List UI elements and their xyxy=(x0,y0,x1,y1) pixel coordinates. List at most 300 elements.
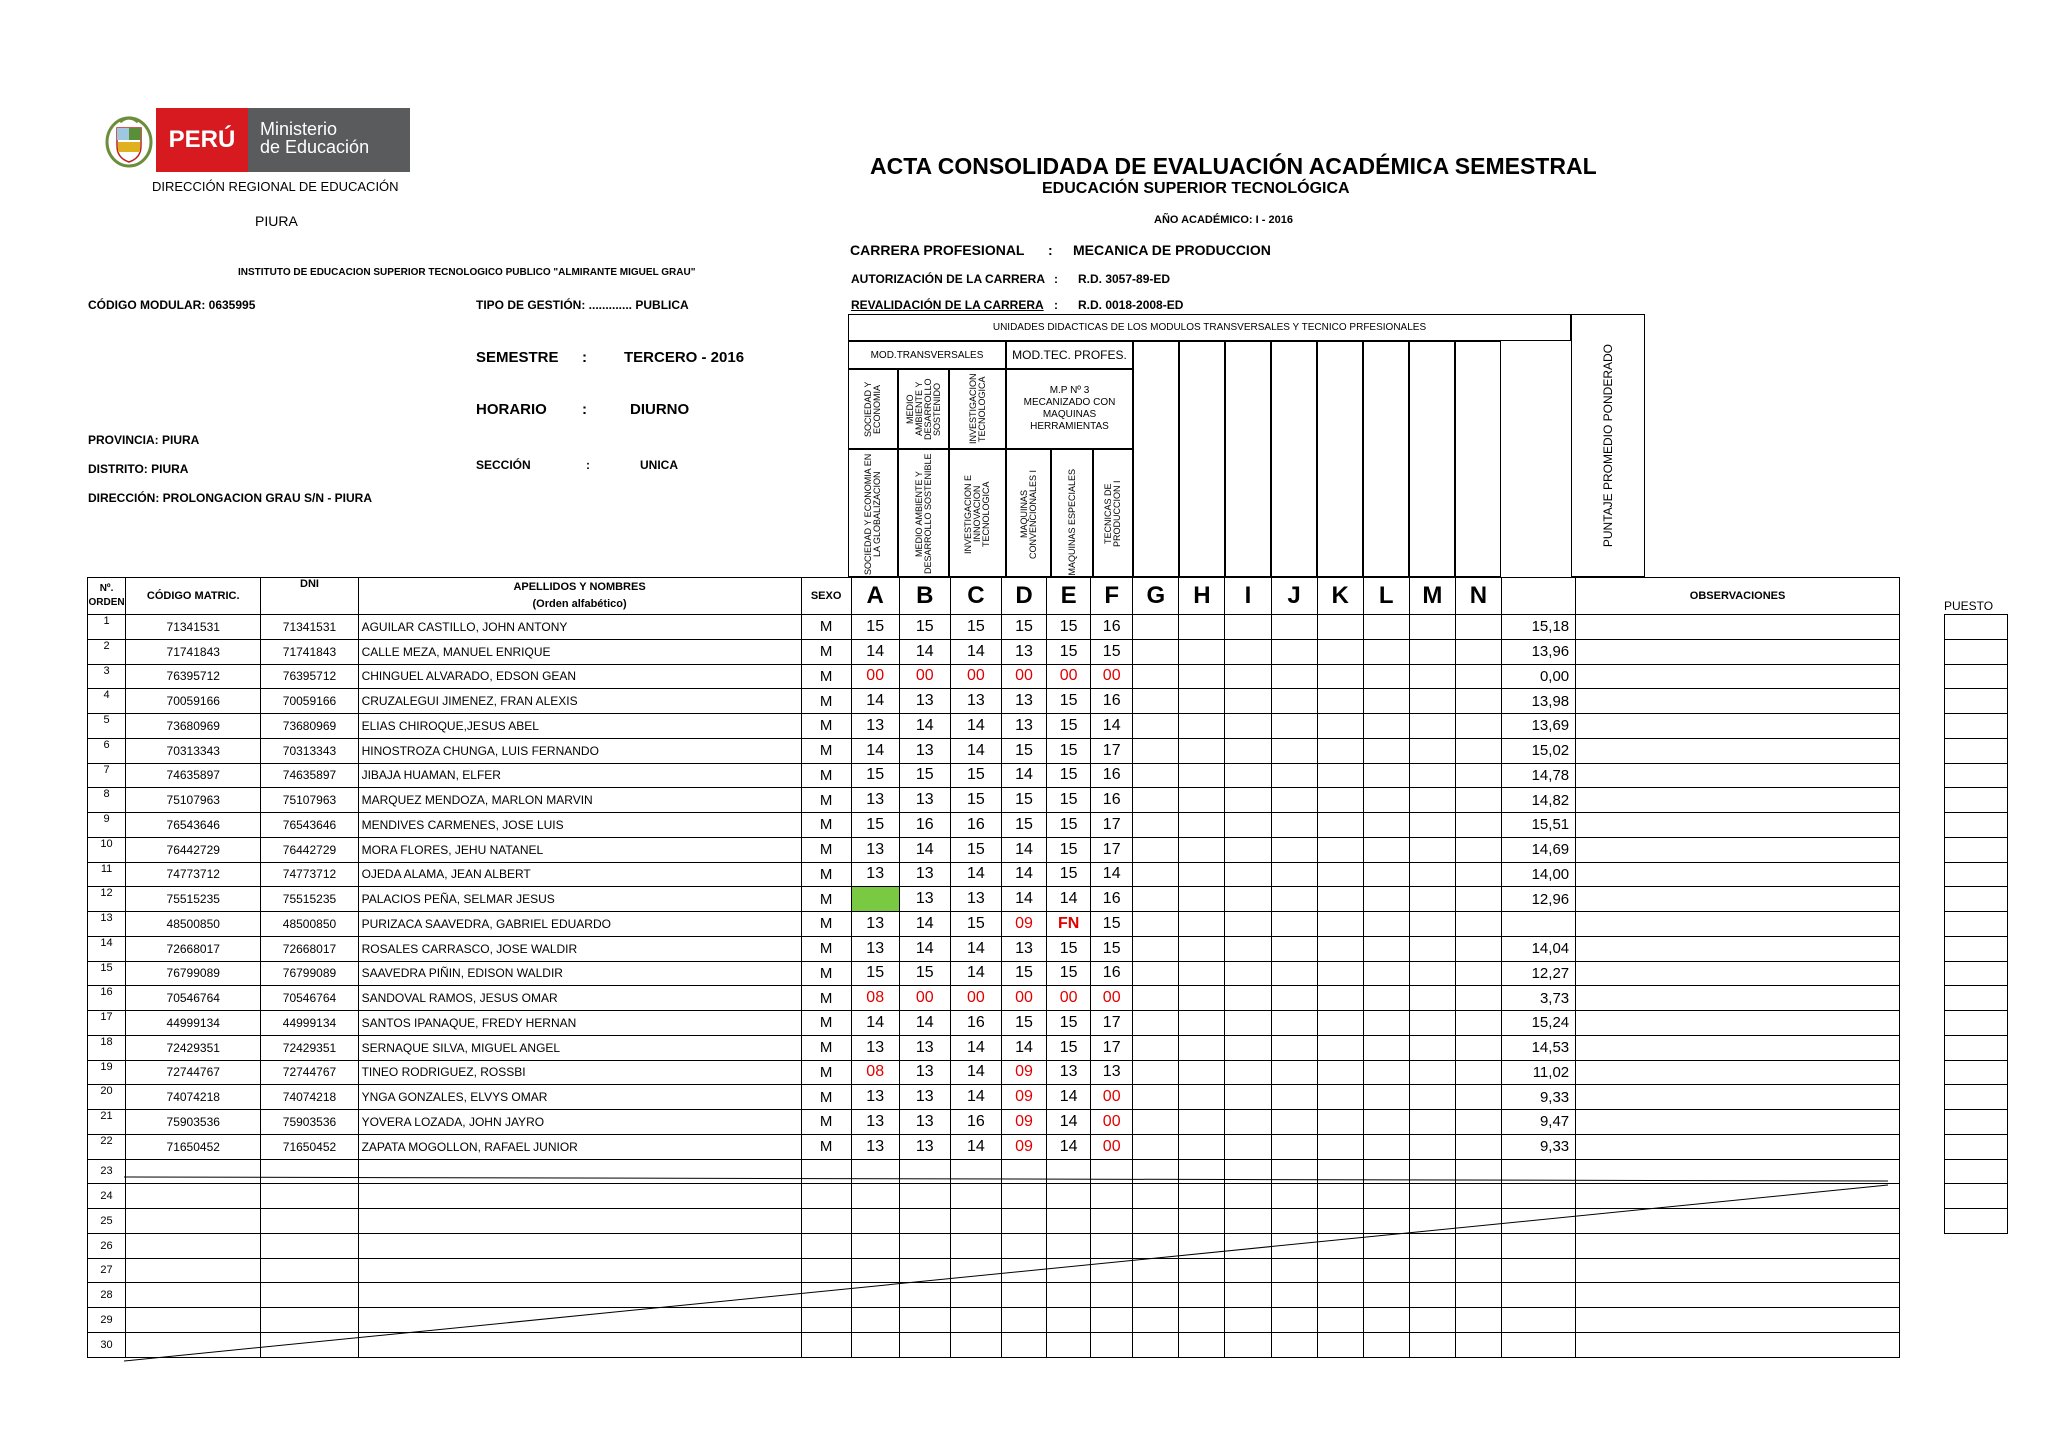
col-j: J xyxy=(1271,578,1317,615)
grade-c: 15 xyxy=(950,912,1001,937)
col-dni: DNI xyxy=(261,578,358,615)
grade-g xyxy=(1133,887,1179,912)
grade-k xyxy=(1317,1085,1363,1110)
grade-k xyxy=(1317,1035,1363,1060)
puesto-label: PUESTO xyxy=(1944,599,1994,613)
table-row xyxy=(88,714,1900,739)
row-name: ELIAS CHIROQUE,JESUS ABEL xyxy=(358,714,801,739)
grade-c: 00 xyxy=(950,986,1001,1011)
grade-h xyxy=(1179,714,1225,739)
empty-cell xyxy=(851,1308,899,1333)
grade-j xyxy=(1271,837,1317,862)
empty-cell xyxy=(358,1159,801,1184)
empty-cell xyxy=(1179,1258,1225,1283)
row-codigo: 70313343 xyxy=(126,738,261,763)
row-orden: 21 xyxy=(88,1110,126,1135)
module-3 xyxy=(949,369,1006,449)
row-observaciones xyxy=(1576,961,1900,986)
col-k: K xyxy=(1317,578,1363,615)
row-orden: 29 xyxy=(88,1308,126,1333)
semestre-value: TERCERO - 2016 xyxy=(624,349,745,366)
table-row xyxy=(88,738,1900,763)
module-2 xyxy=(898,369,949,449)
table-row xyxy=(88,961,1900,986)
row-ppp: 9,33 xyxy=(1501,1134,1575,1159)
empty-cell xyxy=(1576,1233,1900,1258)
grade-e: 14 xyxy=(1047,1085,1091,1110)
grade-n xyxy=(1455,936,1501,961)
row-sexo: M xyxy=(801,714,851,739)
grade-e: 15 xyxy=(1047,763,1091,788)
grade-m xyxy=(1409,1134,1455,1159)
grade-l xyxy=(1363,714,1409,739)
grade-n xyxy=(1455,1060,1501,1085)
row-codigo: 76442729 xyxy=(126,837,261,862)
semestre-label: SEMESTRE xyxy=(476,349,559,366)
empty-cell xyxy=(1576,1184,1900,1209)
empty-cell xyxy=(358,1332,801,1357)
puesto-row xyxy=(1945,689,2008,714)
puesto-body xyxy=(1945,615,2008,1234)
empty-cell xyxy=(1225,1209,1271,1234)
grade-j xyxy=(1271,862,1317,887)
grade-j xyxy=(1271,763,1317,788)
grade-g xyxy=(1133,714,1179,739)
empty-cell xyxy=(1133,1233,1179,1258)
empty-cell xyxy=(899,1332,950,1357)
table-header-row xyxy=(88,578,1900,615)
grade-i xyxy=(1225,986,1271,1011)
course-2 xyxy=(898,449,949,577)
grade-h xyxy=(1179,1060,1225,1085)
empty-cell xyxy=(1047,1308,1091,1333)
grade-g xyxy=(1133,961,1179,986)
row-observaciones xyxy=(1576,936,1900,961)
grade-k xyxy=(1317,837,1363,862)
empty-cell xyxy=(1179,1332,1225,1357)
empty-cell xyxy=(1576,1159,1900,1184)
table-row-empty xyxy=(88,1283,1900,1308)
table-row xyxy=(88,986,1900,1011)
row-codigo: 71650452 xyxy=(126,1134,261,1159)
col-h: H xyxy=(1179,578,1225,615)
puesto-cell xyxy=(1945,615,2008,640)
row-ppp: 11,02 xyxy=(1501,1060,1575,1085)
row-name: SERNAQUE SILVA, MIGUEL ANGEL xyxy=(358,1035,801,1060)
grade-i xyxy=(1225,961,1271,986)
col-d: D xyxy=(1001,578,1046,615)
row-name: MORA FLORES, JEHU NATANEL xyxy=(358,837,801,862)
col-f: F xyxy=(1091,578,1133,615)
grade-j xyxy=(1271,887,1317,912)
empty-cell xyxy=(1271,1308,1317,1333)
mod-tec: MOD.TEC. PROFES. xyxy=(1006,341,1133,369)
puesto-cell xyxy=(1945,1110,2008,1135)
empty-cell xyxy=(1179,1184,1225,1209)
grade-l xyxy=(1363,788,1409,813)
empty-cell xyxy=(899,1184,950,1209)
table-row xyxy=(88,615,1900,640)
empty-cell xyxy=(261,1184,358,1209)
row-ppp: 15,02 xyxy=(1501,738,1575,763)
row-observaciones xyxy=(1576,1085,1900,1110)
row-orden: 3 xyxy=(88,664,126,689)
grade-g xyxy=(1133,1060,1179,1085)
grade-m xyxy=(1409,837,1455,862)
empty-cell xyxy=(801,1159,851,1184)
grade-f: 16 xyxy=(1091,689,1133,714)
empty-cell xyxy=(851,1184,899,1209)
provincia: PROVINCIA: PIURA xyxy=(88,433,200,447)
empty-cell xyxy=(950,1258,1001,1283)
row-sexo: M xyxy=(801,1011,851,1036)
grade-k xyxy=(1317,1060,1363,1085)
grade-g xyxy=(1133,936,1179,961)
grade-a: 13 xyxy=(851,837,899,862)
grade-a: 15 xyxy=(851,615,899,640)
grade-n xyxy=(1455,714,1501,739)
grade-k xyxy=(1317,813,1363,838)
empty-cell xyxy=(801,1233,851,1258)
grade-b: 13 xyxy=(899,862,950,887)
grade-j xyxy=(1271,1011,1317,1036)
row-orden: 5 xyxy=(88,714,126,739)
empty-cell xyxy=(851,1332,899,1357)
grade-k xyxy=(1317,689,1363,714)
grade-b: 15 xyxy=(899,615,950,640)
row-name: CHINGUEL ALVARADO, EDSON GEAN xyxy=(358,664,801,689)
empty-cell xyxy=(899,1233,950,1258)
codigo-modular: CÓDIGO MODULAR: 0635995 xyxy=(88,298,256,312)
row-ppp: 15,18 xyxy=(1501,615,1575,640)
grade-h xyxy=(1179,788,1225,813)
grade-j xyxy=(1271,912,1317,937)
row-sexo: M xyxy=(801,1035,851,1060)
grade-d: 14 xyxy=(1001,837,1046,862)
grade-h xyxy=(1179,936,1225,961)
row-observaciones xyxy=(1576,615,1900,640)
row-dni: 75903536 xyxy=(261,1110,358,1135)
row-codigo: 75903536 xyxy=(126,1110,261,1135)
empty-cell xyxy=(1133,1283,1179,1308)
grade-l xyxy=(1363,689,1409,714)
grade-f: 16 xyxy=(1091,763,1133,788)
empty-cell xyxy=(1576,1308,1900,1333)
row-dni: 76395712 xyxy=(261,664,358,689)
empty-cell xyxy=(1179,1308,1225,1333)
instituto: INSTITUTO DE EDUCACION SUPERIOR TECNOLOGICO PUBLICO "ALMIRANTE MIGUEL GRAU" xyxy=(238,267,696,278)
course-3 xyxy=(949,449,1006,577)
empty-cell xyxy=(1363,1184,1409,1209)
empty-cell xyxy=(1455,1209,1501,1234)
anio-academico: AÑO ACADÉMICO: I - 2016 xyxy=(1154,214,1293,226)
puesto-cell xyxy=(1945,639,2008,664)
empty-cell xyxy=(126,1258,261,1283)
grade-h xyxy=(1179,738,1225,763)
row-ppp: 9,47 xyxy=(1501,1110,1575,1135)
grade-f: 15 xyxy=(1091,639,1133,664)
grade-i xyxy=(1225,862,1271,887)
row-dni: 71741843 xyxy=(261,639,358,664)
row-orden: 11 xyxy=(88,862,126,887)
empty-cell xyxy=(261,1283,358,1308)
grade-f: 16 xyxy=(1091,887,1133,912)
puesto-row xyxy=(1945,1060,2008,1085)
grade-d: 00 xyxy=(1001,986,1046,1011)
row-codigo: 76799089 xyxy=(126,961,261,986)
empty-cell xyxy=(1271,1184,1317,1209)
grade-c: 14 xyxy=(950,936,1001,961)
empty-cell xyxy=(1409,1233,1455,1258)
grade-i xyxy=(1225,837,1271,862)
grade-n xyxy=(1455,912,1501,937)
grade-b: 13 xyxy=(899,1134,950,1159)
table-row-empty xyxy=(88,1184,1900,1209)
empty-cell xyxy=(950,1308,1001,1333)
puesto-row xyxy=(1945,936,2008,961)
row-orden: 12 xyxy=(88,887,126,912)
empty-cell xyxy=(1001,1209,1046,1234)
row-observaciones xyxy=(1576,887,1900,912)
grade-c: 16 xyxy=(950,1110,1001,1135)
revalidacion-sep: : xyxy=(1054,298,1058,312)
empty-cell xyxy=(1091,1233,1133,1258)
grade-c: 13 xyxy=(950,887,1001,912)
tipo-gestion: TIPO DE GESTIÓN: ............. PUBLICA xyxy=(476,298,689,312)
grade-d: 14 xyxy=(1001,763,1046,788)
grade-c: 16 xyxy=(950,813,1001,838)
empty-cell xyxy=(1455,1332,1501,1357)
row-ppp: 13,98 xyxy=(1501,689,1575,714)
row-codigo: 71741843 xyxy=(126,639,261,664)
col-orden: Nº. ORDEN xyxy=(88,578,126,615)
direccion-regional: DIRECCIÓN REGIONAL DE EDUCACIÓN xyxy=(152,179,399,194)
direccion: DIRECCIÓN: PROLONGACION GRAU S/N - PIURA xyxy=(88,491,373,505)
empty-cell xyxy=(1455,1233,1501,1258)
table-row-empty xyxy=(88,1308,1900,1333)
row-orden: 30 xyxy=(88,1332,126,1357)
grade-n xyxy=(1455,1134,1501,1159)
row-sexo: M xyxy=(801,664,851,689)
grade-l xyxy=(1363,813,1409,838)
empty-cell xyxy=(1001,1258,1046,1283)
empty-cell xyxy=(1409,1283,1455,1308)
course-4 xyxy=(1006,449,1051,577)
row-ppp: 13,69 xyxy=(1501,714,1575,739)
grade-j xyxy=(1271,639,1317,664)
row-dni: 73680969 xyxy=(261,714,358,739)
grade-l xyxy=(1363,1060,1409,1085)
empty-unit-7 xyxy=(1409,341,1455,577)
puesto-cell xyxy=(1945,1085,2008,1110)
grade-i xyxy=(1225,1134,1271,1159)
grade-f: 13 xyxy=(1091,1060,1133,1085)
grade-g xyxy=(1133,763,1179,788)
row-observaciones xyxy=(1576,1035,1900,1060)
row-dni: 75107963 xyxy=(261,788,358,813)
grade-i xyxy=(1225,738,1271,763)
table-row xyxy=(88,763,1900,788)
grade-m xyxy=(1409,912,1455,937)
empty-cell xyxy=(1501,1283,1575,1308)
semestre-sep: : xyxy=(582,349,587,366)
grade-l xyxy=(1363,1011,1409,1036)
empty-cell xyxy=(1317,1233,1363,1258)
empty-cell xyxy=(261,1209,358,1234)
grade-d: 14 xyxy=(1001,887,1046,912)
grade-e: 15 xyxy=(1047,862,1091,887)
grade-h xyxy=(1179,862,1225,887)
row-orden: 7 xyxy=(88,763,126,788)
row-codigo: 70059166 xyxy=(126,689,261,714)
grade-d: 14 xyxy=(1001,862,1046,887)
grade-g xyxy=(1133,1035,1179,1060)
col-apellidos xyxy=(358,578,801,615)
empty-cell xyxy=(899,1159,950,1184)
horario-sep: : xyxy=(582,401,587,418)
row-dni: 74074218 xyxy=(261,1085,358,1110)
row-observaciones xyxy=(1576,813,1900,838)
grade-b: 00 xyxy=(899,664,950,689)
carrera-value: MECANICA DE PRODUCCION xyxy=(1073,242,1271,258)
grade-e: 00 xyxy=(1047,664,1091,689)
empty-cell xyxy=(899,1209,950,1234)
row-observaciones xyxy=(1576,763,1900,788)
grade-h xyxy=(1179,639,1225,664)
grade-j xyxy=(1271,986,1317,1011)
grade-n xyxy=(1455,813,1501,838)
empty-cell xyxy=(1576,1209,1900,1234)
puesto-cell xyxy=(1945,714,2008,739)
empty-cell xyxy=(1409,1258,1455,1283)
grade-k xyxy=(1317,1011,1363,1036)
empty-cell xyxy=(1317,1184,1363,1209)
grade-a: 13 xyxy=(851,1134,899,1159)
empty-cell xyxy=(1455,1258,1501,1283)
grade-a: 13 xyxy=(851,1110,899,1135)
col-a: A xyxy=(851,578,899,615)
grade-n xyxy=(1455,1110,1501,1135)
grade-e: 15 xyxy=(1047,738,1091,763)
module-label-1: SOCIEDAD Y ECONOMIA xyxy=(863,381,882,437)
empty-cell xyxy=(1225,1332,1271,1357)
grade-d: 15 xyxy=(1001,961,1046,986)
grade-i xyxy=(1225,714,1271,739)
puesto-cell xyxy=(1945,1159,2008,1184)
grade-m xyxy=(1409,862,1455,887)
grade-e: 15 xyxy=(1047,1011,1091,1036)
grade-i xyxy=(1225,1035,1271,1060)
autorizacion-sep: : xyxy=(1054,272,1058,286)
row-name: YOVERA LOZADA, JOHN JAYRO xyxy=(358,1110,801,1135)
peru-label: PERÚ xyxy=(156,108,248,172)
empty-cell xyxy=(1363,1283,1409,1308)
puesto-cell xyxy=(1945,837,2008,862)
grade-b: 14 xyxy=(899,1011,950,1036)
row-name: JIBAJA HUAMAN, ELFER xyxy=(358,763,801,788)
empty-cell xyxy=(1225,1233,1271,1258)
grade-f: 15 xyxy=(1091,912,1133,937)
row-name: MENDIVES CARMENES, JOSE LUIS xyxy=(358,813,801,838)
grade-m xyxy=(1409,615,1455,640)
col-observaciones: OBSERVACIONES xyxy=(1576,578,1900,615)
empty-cell xyxy=(1225,1258,1271,1283)
grade-h xyxy=(1179,664,1225,689)
empty-cell xyxy=(1501,1233,1575,1258)
grade-m xyxy=(1409,1011,1455,1036)
row-dni: 74773712 xyxy=(261,862,358,887)
row-observaciones xyxy=(1576,639,1900,664)
ppp-label: PUNTAJE PROMEDIO PONDERADO xyxy=(1601,343,1615,548)
grade-d: 14 xyxy=(1001,1035,1046,1060)
row-sexo: M xyxy=(801,788,851,813)
grade-d: 13 xyxy=(1001,714,1046,739)
grade-k xyxy=(1317,1134,1363,1159)
puesto-cell xyxy=(1945,664,2008,689)
row-orden: 1 xyxy=(88,615,126,640)
grade-e: 15 xyxy=(1047,689,1091,714)
row-codigo: 74773712 xyxy=(126,862,261,887)
mod-transversales: MOD.TRANSVERSALES xyxy=(848,341,1006,369)
row-dni: 48500850 xyxy=(261,912,358,937)
empty-unit-4 xyxy=(1271,341,1317,577)
ministry-label xyxy=(248,108,410,172)
empty-cell xyxy=(1091,1209,1133,1234)
grade-a: 08 xyxy=(851,1060,899,1085)
grade-h xyxy=(1179,813,1225,838)
col-e: E xyxy=(1047,578,1091,615)
grade-e: 15 xyxy=(1047,936,1091,961)
grade-g xyxy=(1133,912,1179,937)
row-orden: 26 xyxy=(88,1233,126,1258)
empty-cell xyxy=(1271,1332,1317,1357)
empty-cell xyxy=(358,1258,801,1283)
grade-e: 15 xyxy=(1047,837,1091,862)
row-observaciones xyxy=(1576,738,1900,763)
empty-cell xyxy=(1317,1258,1363,1283)
row-orden: 2 xyxy=(88,639,126,664)
row-codigo: 73680969 xyxy=(126,714,261,739)
empty-cell xyxy=(1133,1209,1179,1234)
empty-cell xyxy=(1047,1184,1091,1209)
empty-cell xyxy=(1091,1332,1133,1357)
puesto-row xyxy=(1945,639,2008,664)
grade-h xyxy=(1179,986,1225,1011)
puesto-cell xyxy=(1945,689,2008,714)
row-orden: 23 xyxy=(88,1159,126,1184)
course-1 xyxy=(848,449,898,577)
empty-unit-1 xyxy=(1133,341,1179,577)
grade-l xyxy=(1363,862,1409,887)
grade-c: 15 xyxy=(950,615,1001,640)
table-row xyxy=(88,912,1900,937)
row-sexo: M xyxy=(801,738,851,763)
empty-cell xyxy=(1091,1258,1133,1283)
grade-a: 14 xyxy=(851,1011,899,1036)
puesto-row xyxy=(1945,862,2008,887)
table-row xyxy=(88,788,1900,813)
puesto-row xyxy=(1945,615,2008,640)
course-label-1: SOCIEDAD Y ECONOMIA EN LA GLOBALIZACION xyxy=(863,453,882,575)
grade-l xyxy=(1363,763,1409,788)
grade-a: 13 xyxy=(851,912,899,937)
module-label-2: MEDIO AMBIENTE Y DESARROLLO SOSTENIDO xyxy=(904,378,942,440)
grade-c: 16 xyxy=(950,1011,1001,1036)
carrera-label: CARRERA PROFESIONAL xyxy=(850,242,1025,258)
grade-a: 13 xyxy=(851,1035,899,1060)
empty-cell xyxy=(1409,1159,1455,1184)
grades-table xyxy=(87,577,1900,1358)
